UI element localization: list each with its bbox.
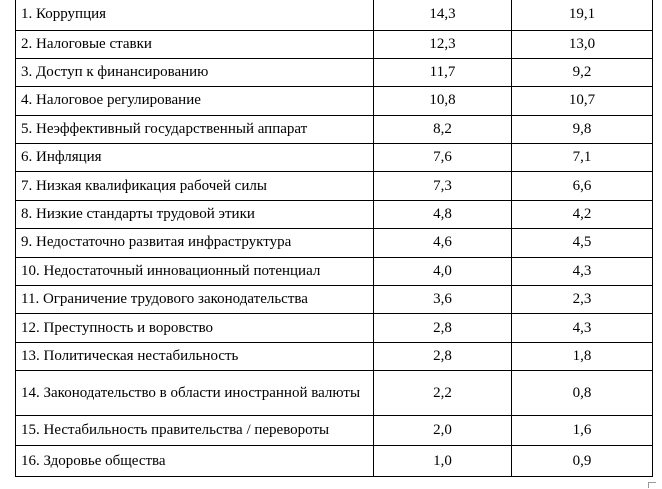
row-value-1: 2,8 [374,342,512,370]
table-row [16,0,653,30]
row-label: 12. Преступность и воровство [16,314,374,342]
table-row [16,87,653,115]
row-label: 4. Налоговое регулирование [16,87,374,115]
row-value-1: 4,8 [374,200,512,228]
row-label: 1. Коррупция [16,0,374,30]
row-label: 5. Неэффективный государственный аппарат [16,115,374,143]
row-value-1: 12,3 [374,30,512,58]
row-value-1: 3,6 [374,286,512,314]
row-label: 9. Недостаточно развитая инфраструктура [16,229,374,257]
table-row [16,257,653,285]
row-value-1: 14,3 [374,0,512,30]
row-value-1: 1,0 [374,446,512,477]
row-value-2: 9,2 [512,58,653,86]
row-label: 7. Низкая квалификация рабочей силы [16,172,374,200]
row-value-2: 9,8 [512,115,653,143]
table-row [16,371,653,416]
row-value-2: 19,1 [512,0,653,30]
table-row [16,314,653,342]
row-value-1: 11,7 [374,58,512,86]
row-value-1: 2,2 [374,371,512,416]
row-value-2: 6,6 [512,172,653,200]
table-row [16,144,653,172]
row-value-2: 4,3 [512,257,653,285]
row-label: 15. Нестабильность правительства / перевороты [16,416,374,446]
table-row [16,229,653,257]
row-value-1: 8,2 [374,115,512,143]
table-row [16,58,653,86]
table-row [16,200,653,228]
table-row [16,30,653,58]
row-value-2: 4,2 [512,200,653,228]
table-row [16,446,653,477]
row-label: 2. Налоговые ставки [16,30,374,58]
row-value-2: 13,0 [512,30,653,58]
row-value-2: 0,9 [512,446,653,477]
row-value-2: 7,1 [512,144,653,172]
row-value-1: 4,0 [374,257,512,285]
row-value-2: 10,7 [512,87,653,115]
row-value-1: 7,6 [374,144,512,172]
table-row [16,286,653,314]
row-value-1: 2,0 [374,416,512,446]
row-value-1: 7,3 [374,172,512,200]
table-row [16,342,653,370]
row-value-1: 10,8 [374,87,512,115]
table-row [16,172,653,200]
row-value-1: 2,8 [374,314,512,342]
row-label: 14. Законодательство в области иностранной валюты [16,371,374,416]
row-value-2: 1,8 [512,342,653,370]
row-label: 11. Ограничение трудового законодательства [16,286,374,314]
row-value-2: 4,5 [512,229,653,257]
row-label: 3. Доступ к финансированию [16,58,374,86]
factors-table [15,0,653,477]
row-label: 6. Инфляция [16,144,374,172]
row-label: 16. Здоровье общества [16,446,374,477]
table-row [16,416,653,446]
row-label: 8. Низкие стандарты трудовой этики [16,200,374,228]
row-value-1: 4,6 [374,229,512,257]
row-label: 10. Недостаточный инновационный потенциал [16,257,374,285]
row-label: 13. Политическая нестабильность [16,342,374,370]
row-value-2: 2,3 [512,286,653,314]
table-row [16,115,653,143]
row-value-2: 1,6 [512,416,653,446]
row-value-2: 4,3 [512,314,653,342]
table-resize-handle[interactable] [648,482,656,488]
row-value-2: 0,8 [512,371,653,416]
